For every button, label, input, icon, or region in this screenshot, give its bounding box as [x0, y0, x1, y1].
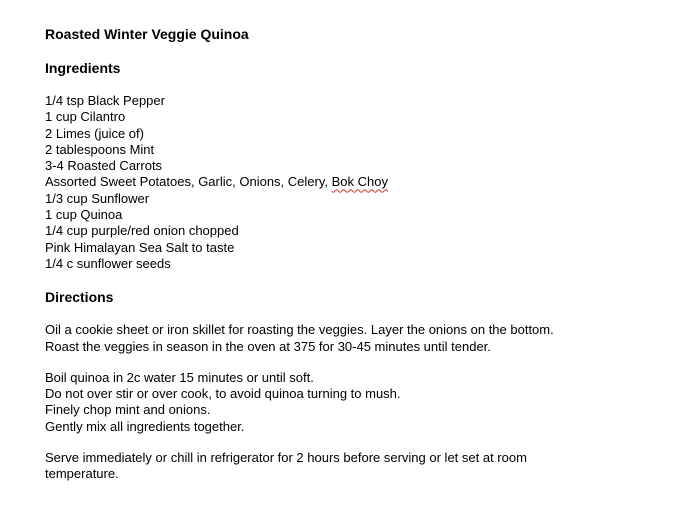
directions-heading: Directions [45, 289, 114, 306]
directions-paragraph [45, 322, 665, 355]
direction-line: Oil a cookie sheet or iron skillet for roasting the veggies. Layer the onions on the bottom. [45, 322, 554, 338]
ingredient-item-text: Assorted Sweet Potatoes, Garlic, Onions, Celery, [45, 174, 332, 190]
direction-line: Finely chop mint and onions. [45, 402, 211, 418]
ingredient-item: 3-4 Roasted Carrots [45, 158, 163, 174]
direction-line: Boil quinoa in 2c water 15 minutes or until soft. [45, 369, 314, 385]
ingredients-list [45, 93, 665, 272]
ingredient-item: 1/4 c sunflower seeds [45, 255, 171, 271]
recipe-document [45, 26, 665, 483]
direction-line: Do not over stir or over cook, to avoid quinoa turning to mush. [45, 386, 401, 402]
ingredient-item: 1/4 cup purple/red onion chopped [45, 223, 239, 239]
direction-line: Gently mix all ingredients together. [45, 418, 245, 434]
ingredient-item: 2 tablespoons Mint [45, 141, 155, 157]
directions-paragraph [45, 370, 665, 435]
misspelled-word[interactable]: Bok Choy [331, 174, 388, 190]
ingredient-item: 1 cup Quinoa [45, 207, 123, 223]
ingredient-item: 1/3 cup Sunflower [45, 190, 150, 206]
directions-paragraph [45, 450, 665, 483]
ingredient-item: 2 Limes (juice of) [45, 125, 144, 141]
ingredient-item: Pink Himalayan Sea Salt to taste [45, 239, 235, 255]
ingredient-item [45, 174, 665, 190]
ingredient-item: 1 cup Cilantro [45, 109, 126, 125]
direction-line: Serve immediately or chill in refrigerator for 2 hours before serving or let set at room [45, 450, 527, 466]
direction-line: temperature. [45, 466, 119, 482]
recipe-title: Roasted Winter Veggie Quinoa [45, 26, 249, 42]
direction-line: Roast the veggies in season in the oven at 375 for 30-45 minutes until tender. [45, 338, 491, 354]
ingredient-item: 1/4 tsp Black Pepper [45, 93, 165, 108]
ingredients-heading: Ingredients [45, 60, 121, 76]
